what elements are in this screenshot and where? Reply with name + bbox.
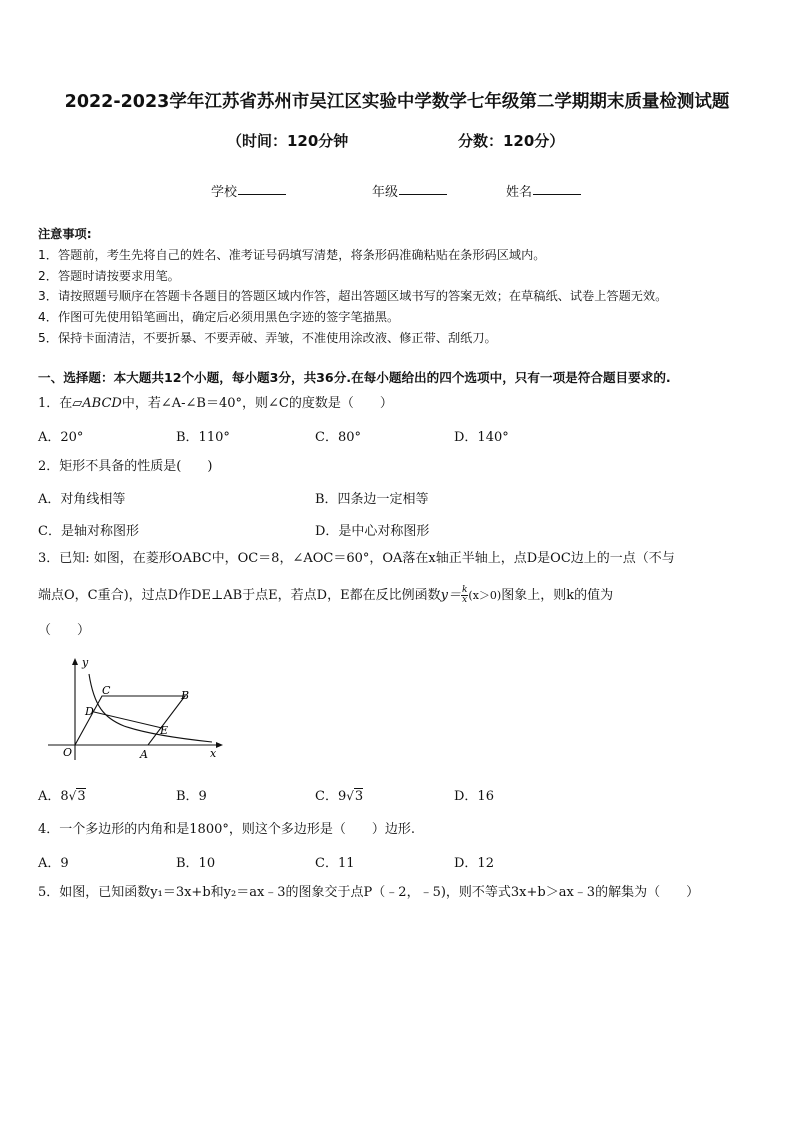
label-a: A <box>140 748 148 761</box>
note-item: 1．答题前，考生先将自己的姓名、准考证号码填写清楚，将条形码准确粘贴在条形码区域内。 <box>38 247 546 262</box>
q2-option-c: C．是轴对称图形 <box>38 524 139 539</box>
label-e: E <box>160 724 169 737</box>
note-item: 4．作图可先使用铅笔画出，确定后必须用黑色字迹的签字笔描黑。 <box>38 310 400 325</box>
notes-heading: 注意事项: <box>38 227 92 241</box>
q1-option-b: B．110° <box>176 430 230 445</box>
grade-blank <box>399 181 447 195</box>
y-axis-arrow <box>72 658 78 665</box>
exam-subtitle <box>0 130 794 152</box>
q2-option-d: D．是中心对称图形 <box>315 524 430 539</box>
rhombus-figure <box>44 656 224 766</box>
question-2: 2．矩形不具备的性质是( ) <box>38 459 213 474</box>
q3-option-b: B．9 <box>176 789 207 804</box>
exam-title: 2022-2023学年江苏省苏州市吴江区实验中学数学七年级第二学期期末质量检测试题 <box>64 92 730 112</box>
note-item: 3．请按照题号顺序在答题卡各题目的答题区域内作答，超出答题区域书写的答案无效；在草稿纸、试卷上答题无效。 <box>38 289 668 304</box>
section-heading: 一、选择题：本大题共12个小题，每小题3分，共36分.在每小题给出的四个选项中，只有一项是符合题目要求的. <box>38 370 671 385</box>
question-4: 4．一个多边形的内角和是1800°，则这个多边形是（ ）边形. <box>38 822 415 837</box>
question-5: 5．如图，已知函数y₁＝3x+b和y₂＝ax﹣3的图象交于点P（﹣2，﹣5)，则不等式3x+b＞ax﹣3的解集为（ ） <box>38 885 700 900</box>
question-1: 1．在▱ABCD中，若∠A-∠B＝40°，则∠C的度数是（ ） <box>38 396 393 411</box>
q3-option-c: C．9√3 <box>315 789 364 804</box>
question-3-line-2: 端点O，C重合)，过点D作DE⊥AB于点E，若点D，E都在反比例函数y＝ $\frac{k}{x}$ (x＞0)图象上，则k的值为 <box>38 585 614 605</box>
q4-option-a: A．9 <box>38 856 69 871</box>
q2-option-b: B．四条边一定相等 <box>315 492 429 507</box>
segment-de <box>94 712 162 728</box>
label-o: O <box>63 746 73 759</box>
q4-option-c: C．11 <box>315 856 355 871</box>
q4-option-d: D．12 <box>454 856 494 871</box>
q3-option-d: D．16 <box>454 789 494 804</box>
score-label: 分数：120分） <box>458 132 565 150</box>
school-field: 学校 <box>211 181 237 200</box>
notes-section <box>38 224 768 349</box>
label-y: y <box>82 656 89 669</box>
grade-field: 年级 <box>372 181 398 200</box>
label-c: C <box>102 684 111 697</box>
x-axis-arrow <box>216 742 223 748</box>
label-d: D <box>85 705 94 718</box>
parallelogram-symbol: ▱ABCD <box>72 396 122 411</box>
name-field: 姓名 <box>506 181 532 200</box>
school-blank <box>238 181 286 195</box>
note-item: 5．保持卡面清洁，不要折暴、不要弄破、弄皱，不准使用涂改液、修正带、刮纸刀。 <box>38 330 497 345</box>
label-x: x <box>210 747 217 760</box>
question-3-line-1: 3．已知: 如图，在菱形OABC中，OC＝8，∠AOC＝60°，OA落在x轴正半轴上，点D是OC边上的一点（不与 <box>38 551 675 566</box>
question-3-line-3: （ ） <box>38 623 91 638</box>
q1-option-d: D．140° <box>454 430 509 445</box>
label-b: B <box>181 689 190 702</box>
q2-option-a: A．对角线相等 <box>38 492 126 507</box>
note-item: 2．答题时请按要求用笔。 <box>38 268 180 283</box>
time-label: （时间：120分钟 <box>227 132 349 150</box>
fraction-k-over-x: $\frac{k}{x}$ <box>461 585 468 605</box>
q1-option-c: C．80° <box>315 430 361 445</box>
student-info-row <box>0 181 794 201</box>
q4-option-b: B．10 <box>176 856 216 871</box>
name-blank <box>533 181 581 195</box>
q3-option-a: A．8√3 <box>38 789 86 804</box>
q1-option-a: A．20° <box>38 430 84 445</box>
